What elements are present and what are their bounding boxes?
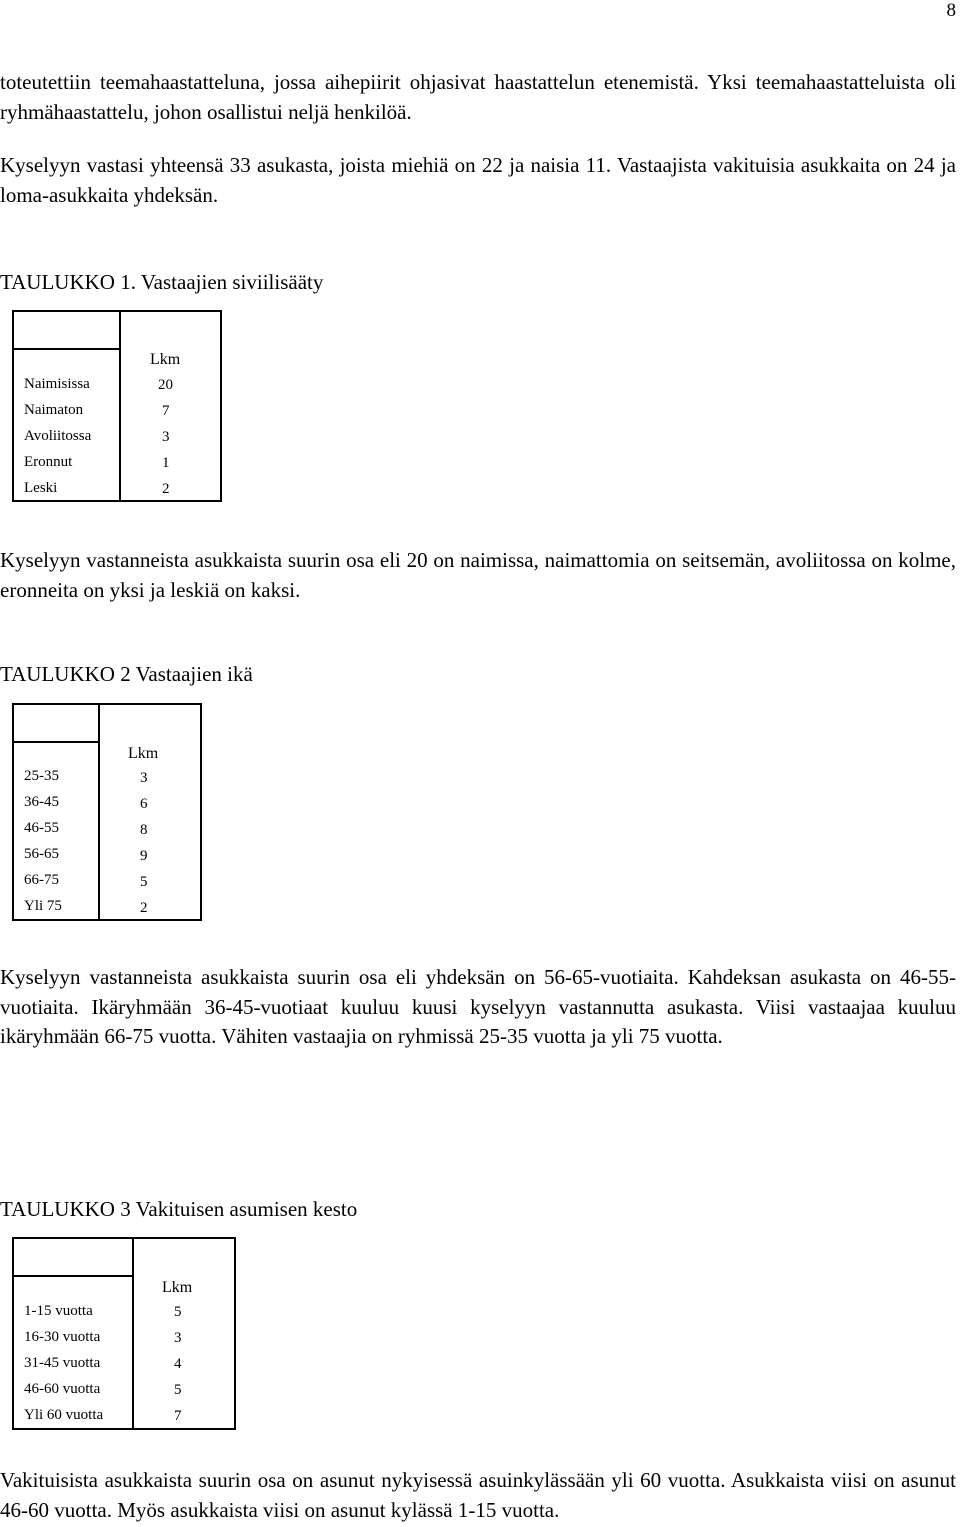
- table2-row-label: 46-55: [24, 820, 59, 836]
- table1-row-label: Avoliitossa: [24, 428, 92, 444]
- table2-row-label: 56-65: [24, 846, 59, 862]
- table2-row-label: 25-35: [24, 768, 59, 784]
- table2-row-value: 2: [140, 900, 148, 916]
- table2-row-value: 5: [140, 874, 148, 890]
- table3-row-label: 31-45 vuotta: [24, 1355, 101, 1371]
- paragraph-table3-summary: Vakituisista asukkaista suurin osa on asunut nykyisessä asuinkylässään yli 60 vuotta. Asukkaista viisi on asunut 46-60 vuotta. Myös asukkaista viisi on asunut kylässä 1-15 vuotta.: [0, 1468, 956, 1522]
- table3-row-value: 4: [174, 1356, 182, 1372]
- table3-header-lkm: Lkm: [162, 1279, 193, 1296]
- table2-row-label: 66-75: [24, 872, 59, 888]
- table1-row-label: Naimaton: [24, 402, 84, 418]
- table3-row-value: 5: [174, 1304, 182, 1320]
- table3-caption: TAULUKKO 3 Vakituisen asumisen kesto: [0, 1197, 358, 1221]
- table2-caption: TAULUKKO 2 Vastaajien ikä: [0, 662, 253, 686]
- table1-row-value: 3: [162, 429, 170, 445]
- table3-row-label: 1-15 vuotta: [24, 1303, 93, 1319]
- table3-row-value: 5: [174, 1382, 182, 1398]
- table1-row-label: Leski: [24, 480, 58, 496]
- table3-row-label: 16-30 vuotta: [24, 1329, 101, 1345]
- paragraph-table2-summary: Kyselyyn vastanneista asukkaista suurin osa eli yhdeksän on 56-65-vuotiaita. Kahdeksan asukasta on 46-55-vuotiaita. Ikäryhmään 36-45-vuotiaat kuuluu kuusi kyselyyn vastannutta asukasta. Viisi vastaajaa kuuluu ikäryhmään 66-75 vuotta. Vähiten vastaajia on ryhmissä 25-35 vuotta ja yli 75 vuotta.: [0, 965, 956, 1048]
- table1-row-label: Naimisissa: [24, 376, 90, 392]
- table2-row-value: 9: [140, 848, 148, 864]
- table2-row-label: 36-45: [24, 794, 59, 810]
- table1-civil-status: [12, 310, 222, 502]
- table2-row-value: 3: [140, 770, 148, 786]
- paragraph-intro: toteutettiin teemahaastatteluna, jossa aihepiirit ohjasivat haastattelun etenemistä. Yksi teemahaastatteluista oli ryhmähaastattelu, johon osallistui neljä henkilöä.: [0, 70, 956, 124]
- table2-header-lkm: Lkm: [128, 745, 159, 762]
- table1-row-value: 2: [162, 481, 170, 497]
- table1-row-label: Eronnut: [24, 454, 73, 470]
- paragraph-respondents: Kyselyyn vastasi yhteensä 33 asukasta, joista miehiä on 22 ja naisia 11. Vastaajista vakituisia asukkaita on 24 ja loma-asukkaita yhdeksän.: [0, 153, 956, 207]
- table1-caption: TAULUKKO 1. Vastaajien siviilisääty: [0, 270, 324, 294]
- table3-row-value: 7: [174, 1408, 182, 1424]
- table2-row-label: Yli 75: [24, 898, 62, 914]
- page-number: 8: [946, 0, 956, 21]
- table2-row-value: 6: [140, 796, 148, 812]
- table1-header-lkm: Lkm: [150, 351, 181, 368]
- table1-row-value: 20: [158, 377, 173, 393]
- table2-header-blank: [14, 705, 100, 743]
- table1-row-value: 7: [162, 403, 170, 419]
- table2-age: [12, 703, 202, 921]
- table2-row-value: 8: [140, 822, 148, 838]
- table3-row-label: Yli 60 vuotta: [24, 1407, 104, 1423]
- table3-row-value: 3: [174, 1330, 182, 1346]
- table1-header-blank: [14, 312, 121, 350]
- table3-row-label: 46-60 vuotta: [24, 1381, 101, 1397]
- table3-header-blank: [14, 1239, 134, 1277]
- paragraph-table1-summary: Kyselyyn vastanneista asukkaista suurin osa eli 20 on naimissa, naimattomia on seitsemän, avoliitossa on kolme, eronneita on yksi ja leskiä on kaksi.: [0, 548, 956, 602]
- table1-row-value: 1: [162, 455, 170, 471]
- table3-residence-duration: [12, 1237, 236, 1430]
